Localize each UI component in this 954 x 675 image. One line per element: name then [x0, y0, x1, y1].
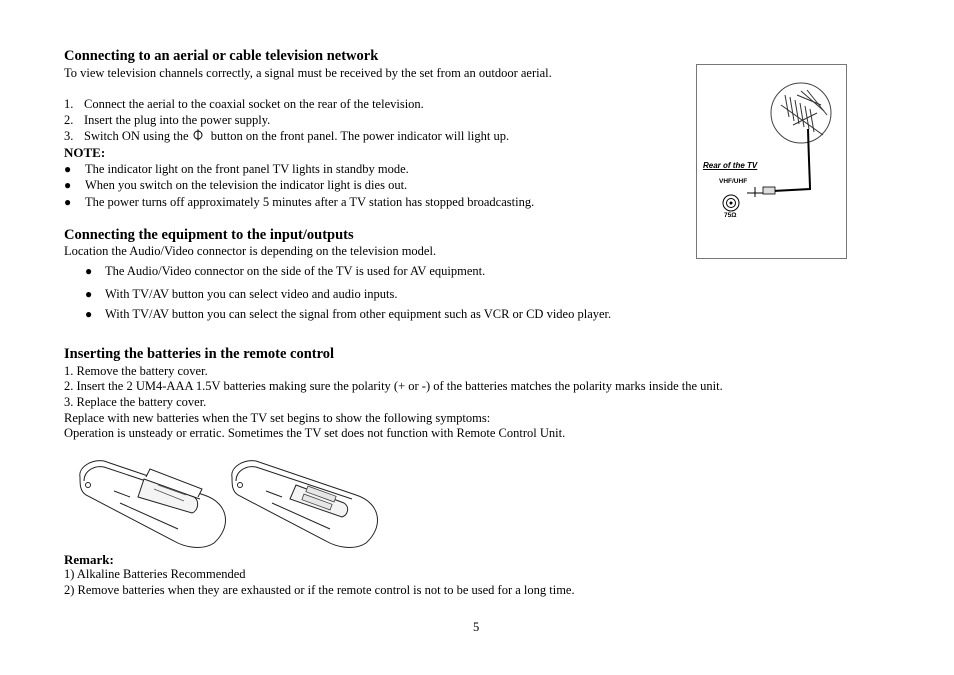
list-item: With TV/AV button you can select video and audio inputs.: [105, 287, 398, 301]
section-intro-inputs: Location the Audio/Video connector is depending on the television model.: [64, 244, 437, 258]
instruction-line: 1. Remove the battery cover.: [64, 364, 208, 378]
list-item: With TV/AV button you can select the signal from other equipment such as VCR or CD video player.: [105, 307, 612, 321]
step-number: 1.: [64, 97, 74, 111]
note-item: The indicator light on the front panel TV lights in standby mode.: [85, 162, 409, 176]
port-label: VHF/UHF: [719, 178, 748, 185]
step-number: 2.: [64, 113, 74, 127]
section-heading-batteries: Inserting the batteries in the remote control: [64, 346, 335, 362]
list-item: The Audio/Video connector on the side of the TV is used for AV equipment.: [105, 264, 486, 278]
section-intro-aerial: To view television channels correctly, a signal must be received by the set from an outdoor aerial.: [64, 66, 552, 80]
note-item: When you switch on the television the indicator light is dies out.: [85, 178, 408, 192]
remote-control-illustration: [74, 455, 386, 550]
step-text: Insert the plug into the power supply.: [84, 113, 271, 127]
instruction-line: 2. Insert the 2 UM4-AAA 1.5V batteries making sure the polarity (+ or -) of the batteries matches the polarity marks inside the unit.: [64, 379, 723, 393]
step-text: Connect the aerial to the coaxial socket on the rear of the television.: [84, 97, 424, 111]
bullet-icon: ●: [64, 178, 72, 192]
list-item: [64, 97, 424, 112]
figure-title: Rear of the TV: [703, 161, 758, 170]
remark-item: 1) Alkaline Batteries Recommended: [64, 567, 246, 581]
list-item: [64, 113, 270, 128]
page-number: 5: [473, 620, 480, 634]
note-label: NOTE:: [64, 145, 106, 160]
bullet-icon: ●: [64, 195, 72, 209]
remark-item: 2) Remove batteries when they are exhausted or if the remote control is not to be used for a long time.: [64, 583, 575, 597]
section-heading-aerial: Connecting to an aerial or cable television network: [64, 48, 379, 64]
bullet-icon: ●: [85, 264, 93, 278]
instruction-line: Operation is unsteady or erratic. Sometimes the TV set does not function with Remote Control Unit.: [64, 426, 566, 440]
step-text: Switch ON using the: [84, 129, 192, 143]
bullet-icon: ●: [85, 307, 93, 321]
list-item: [64, 129, 509, 144]
bullet-icon: ●: [64, 162, 72, 176]
bullet-icon: ●: [85, 287, 93, 301]
aerial-connection-figure: [696, 64, 847, 259]
impedance-label: 75Ω: [724, 212, 737, 219]
remark-label: Remark:: [64, 552, 114, 567]
power-icon: [192, 129, 204, 141]
step-text: button on the front panel. The power indicator will light up.: [207, 129, 510, 143]
instruction-line: Replace with new batteries when the TV set begins to show the following symptoms:: [64, 411, 491, 425]
instruction-line: 3. Replace the battery cover.: [64, 395, 207, 409]
note-item: The power turns off approximately 5 minutes after a TV station has stopped broadcasting.: [85, 195, 535, 209]
battery-insertion-figure: [74, 455, 386, 550]
section-heading-inputs: Connecting the equipment to the input/outputs: [64, 227, 354, 243]
step-number: 3.: [64, 129, 74, 143]
